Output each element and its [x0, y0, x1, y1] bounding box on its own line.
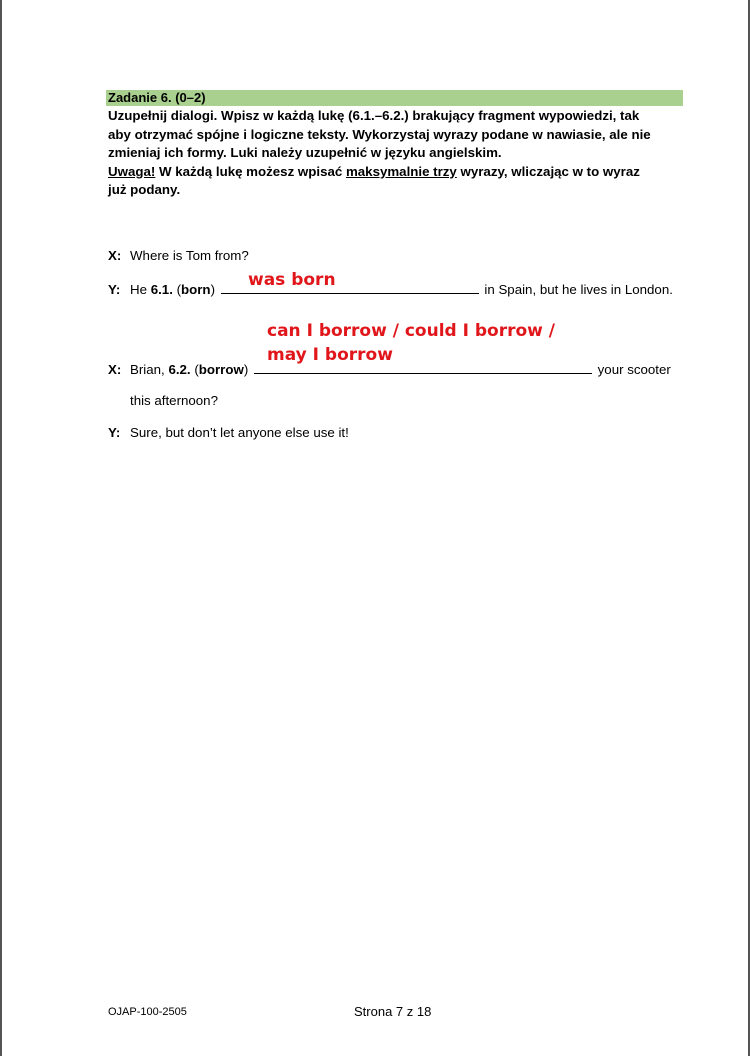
- note-label: Uwaga!: [108, 163, 156, 179]
- footer-page-number: Strona 7 z 18: [354, 1004, 432, 1019]
- dialog-text: Brian,: [130, 362, 169, 377]
- dialog2-y-line: [108, 425, 349, 441]
- speaker-label: Y:: [108, 425, 121, 440]
- dialog-text: ): [243, 362, 249, 377]
- dialog1-y-line: [108, 281, 673, 298]
- task-header: Zadanie 6. (0–2): [106, 90, 683, 106]
- note-emphasis: maksymalnie trzy: [345, 163, 457, 179]
- footer-code: OJAP-100-2505: [108, 1006, 187, 1018]
- gap-number: 6.1.: [150, 282, 173, 297]
- dialog-text: (: [190, 362, 199, 377]
- dialog-text: Where is Tom from?: [130, 248, 249, 263]
- dialog2-x-line: [108, 361, 671, 378]
- gap-6-2-line[interactable]: [254, 361, 592, 374]
- dialog1-x-line: [108, 248, 249, 264]
- dialog-text: ): [210, 282, 215, 297]
- answer-6-2-line1: can I borrow / could I borrow /: [267, 321, 556, 341]
- speaker-label: X:: [108, 362, 122, 377]
- instruction-line: Uzupełnij dialogi. Wpisz w każdą lukę (6.1.–6.2.) brakujący fragment wypowiedzi, tak: [108, 108, 640, 123]
- gap-keyword: born: [181, 282, 211, 297]
- gap-number: 6.2.: [168, 362, 191, 377]
- note-line: już podany.: [108, 182, 181, 198]
- note-text: W każdą lukę możesz wpisać: [155, 163, 346, 179]
- answer-6-2-line2: may I borrow: [267, 345, 393, 365]
- note-line: [108, 163, 688, 182]
- speaker-label: Y:: [108, 282, 121, 297]
- answer-6-1: was born: [248, 270, 336, 290]
- instruction-line: zmieniaj ich formy. Luki należy uzupełnić w języku angielskim.: [108, 145, 502, 161]
- instruction-line: aby otrzymać spójne i logiczne teksty. Wykorzystaj wyrazy podane w nawiasie, ale nie: [108, 126, 651, 142]
- speaker-label: X:: [108, 248, 122, 263]
- dialog2-x-continuation: this afternoon?: [130, 393, 218, 408]
- dialog-text: He: [130, 282, 151, 297]
- task-instructions: [108, 107, 688, 200]
- note-text: wyrazy, wliczając w to wyraz: [456, 163, 640, 179]
- dialog-text: Sure, but don’t let anyone else use it!: [130, 425, 349, 440]
- dialog-text: your scooter: [593, 362, 671, 377]
- page-left-edge: [0, 0, 2, 1056]
- gap-6-1-line[interactable]: [221, 281, 479, 294]
- gap-keyword: borrow: [198, 362, 244, 377]
- dialog-text: (: [172, 282, 182, 297]
- dialog-text: in Spain, but he lives in London.: [480, 282, 673, 297]
